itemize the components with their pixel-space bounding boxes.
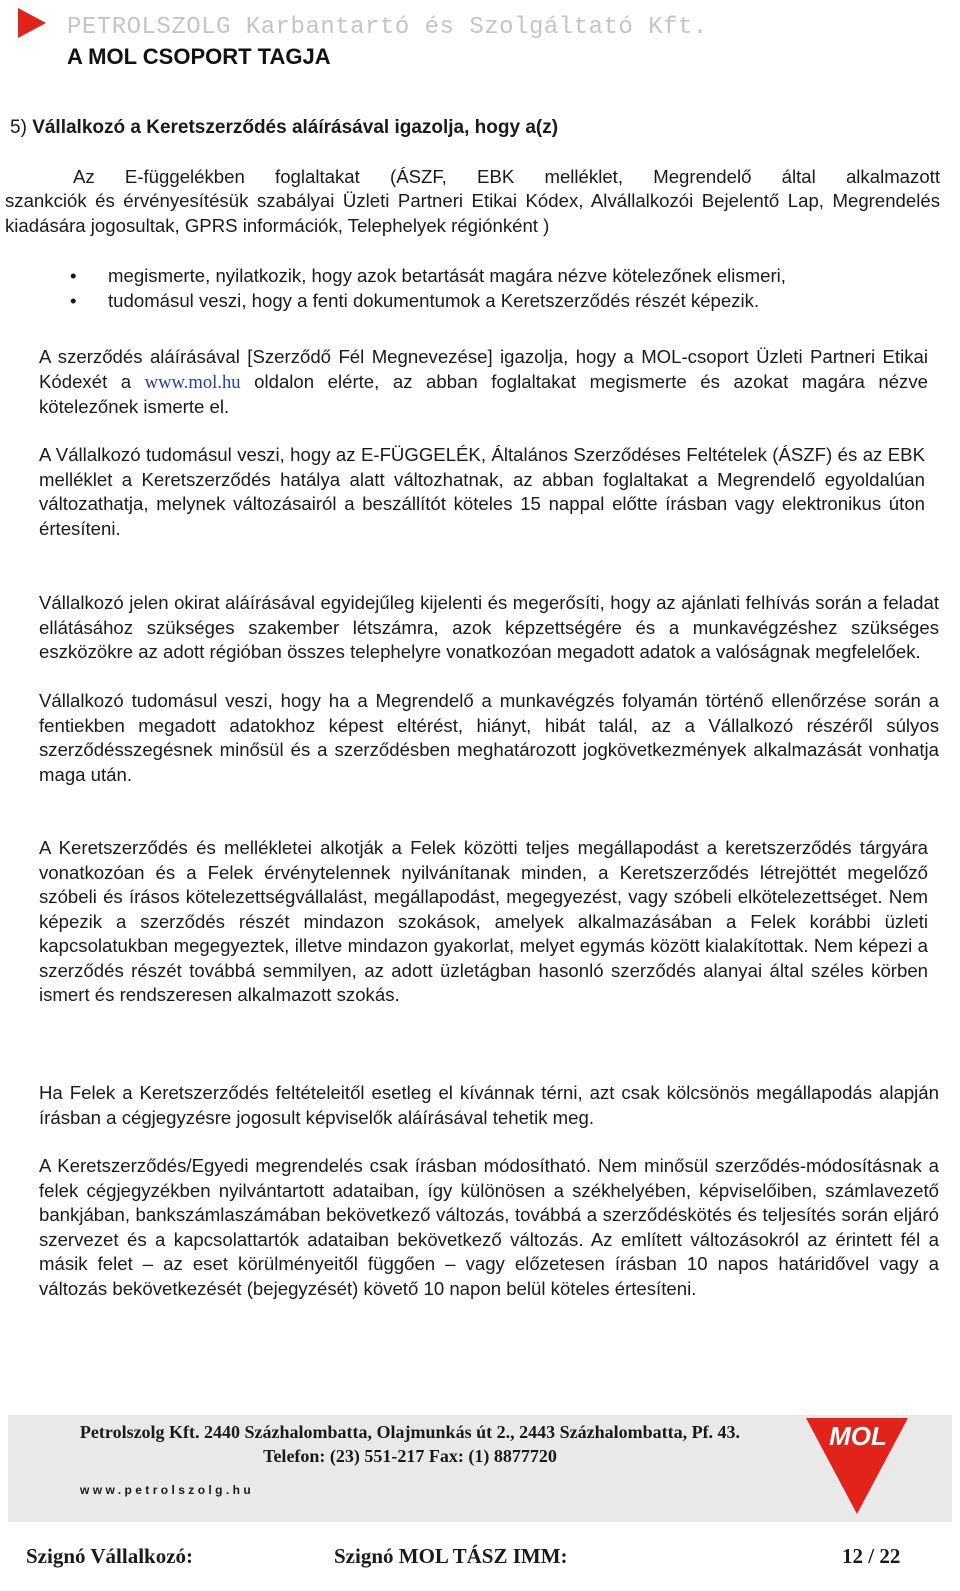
entire-agreement-paragraph: A Keretszerződés és mellékletei alkotják a Felek közötti teljes megállapodást a keretszerződés tárgyára vonatkozóan és a Felek érvénytelennek nyilvánítanak minden, a Keretszerződés létrejöttét megelőző szóbeli és írásos kötelezettségvállalást, megállapodást, megegyezést, vagy szóbeli elkötelezettséget. Nem képezik a szerződés részét mindazon szokások, amelyek alkalmazásában a Felek korábbi üzleti kapcsolatukban megegyeztek, illetve mindazon gyakorlat, melyet egymás között kialakítottak. Nem képezi a szerződés részét továbbá semmilyen, az adott üzletágban hasonló szerződés alanyai által széles körben ismert és rendszeresen alkalmazott szokás. xyxy=(39,837,928,1005)
ethics-text-after: oldalon elérte, az abban foglaltakat megismerte és azokat magára nézve kötelezőnek ismerte el. xyxy=(39,370,928,417)
section-number: 5) xyxy=(10,117,27,138)
footer-website[interactable]: www.petrolszolg.hu xyxy=(80,1483,255,1497)
ethics-paragraph xyxy=(39,345,928,420)
declaration-paragraph: Vállalkozó jelen okirat aláírásával egyidejűleg kijelenti és megerősíti, hogy az ajánlati felhívás során a feladat ellátásához szükséges szakember létszámra, azok képzettségére és a munkavégzéshez szükséges eszközökre az adott régióban összes telephelyre vonatkozóan megadott adatok a valóságnak megfelelőek. xyxy=(39,592,939,662)
page-number: 12 / 22 xyxy=(842,1544,901,1568)
mol-logo xyxy=(806,1418,908,1514)
list-item: • tudomásul veszi, hogy a fenti dokumentumok a Keretszerződés részét képezik. xyxy=(70,289,910,314)
group-tag: A MOL CSOPORT TAGJA xyxy=(67,44,331,69)
intro-rest: szankciók és érvényesítésük szabályai Üzleti Partneri Etikai Kódex, Alvállalkozói Bejelentő Lap, Megrendelés kiadására jogosultak, GPRS információk, Telephelyek régiónként ) xyxy=(5,190,940,236)
intro-first-line: Az E-függelékben foglaltakat (ÁSZF, EBK melléklet, Megrendelő által alkalmazott xyxy=(73,166,940,187)
ethics-text-before: A szerződés aláírásával [Szerződő Fél Megnevezése] igazolja, hogy a MOL-csoport Üzleti Partneri Etikai Kódexét a xyxy=(39,346,928,392)
footer-address-line1: Petrolszolg Kft. 2440 Százhalombatta, Olajmunkás út 2., 2443 Százhalombatta, Pf. 43. xyxy=(79,1422,741,1442)
deviation-paragraph: Ha Felek a Keretszerződés feltételeitől esetleg el kívánnak térni, azt csak kölcsönös megállapodás alapján írásban a cégjegyzésre jogosult képviselők aláírásával tehetik meg. xyxy=(39,1082,939,1128)
footer-address-line2: Telefon: (23) 551-217 Fax: (1) 8877720 xyxy=(263,1446,557,1466)
mol-website-link[interactable]: www.mol.hu xyxy=(144,371,241,393)
aszf-paragraph: A Vállalkozó tudomásul veszi, hogy az E-FÜGGELÉK, Általános Szerződéses Feltételek (ÁSZF) és az EBK melléklet a Keretszerződés hatálya alatt változhatnak, az abban foglaltakat a Megrendelő egyoldalúan változathatja, melynek változásairól a beszállítót köteles 15 nappal előtte írásban vagy elektronikus úton értesíteni. xyxy=(39,444,925,539)
list-item: • megismerte, nyilatkozik, hogy azok betartását magára nézve kötelezőnek elismeri, xyxy=(70,264,910,289)
modification-paragraph: A Keretszerződés/Egyedi megrendelés csak írásban módosítható. Nem minősül szerződés-módosításnak a felek cégjegyzékben nyilvántartott adataiban, így különösen a székhelyében, képviselőiben, számlavezető bankjában, bankszámlaszámában bekövetkező változás, továbbá a szerződéskötés és teljesítés során eljáró szervezet és a kapcsolattartók adataiban bekövetkező változás. Az említett változásokról az érintett fél a másik felet – az eset körülményeitől függően – vagy előzetesen írásban 10 napos határidővel vagy a változás bekövetkezését (bejegyzését) követő 10 napon belül köteles értesíteni. xyxy=(39,1155,939,1299)
signature-mol: Szignó MOL TÁSZ IMM: xyxy=(334,1544,568,1568)
inspection-paragraph: Vállalkozó tudomásul veszi, hogy ha a Megrendelő a munkavégzés folyamán történő ellenőrzése során a fentiekben megadott adatokhoz képest eltérést, hiányt, hibát talál, az a Vállalkozó részéről súlyos szerződésszegésnek minősül és a szerződésben meghatározott jogkövetkezmények alkalmazását vonhatja maga után. xyxy=(39,690,939,785)
bullet-list xyxy=(70,264,910,313)
company-name: PETROLSZOLG Karbantartó és Szolgáltató Kft. xyxy=(67,14,708,41)
section-heading xyxy=(10,117,558,139)
signature-contractor: Szignó Vállalkozó: xyxy=(26,1544,194,1568)
section-title: Vállalkozó a Keretszerződés aláírásával igazolja, hogy a(z) xyxy=(32,117,559,138)
brand-triangle-icon xyxy=(18,8,46,38)
footer-address xyxy=(50,1420,770,1468)
mol-logo-text: MOL xyxy=(829,1421,887,1451)
